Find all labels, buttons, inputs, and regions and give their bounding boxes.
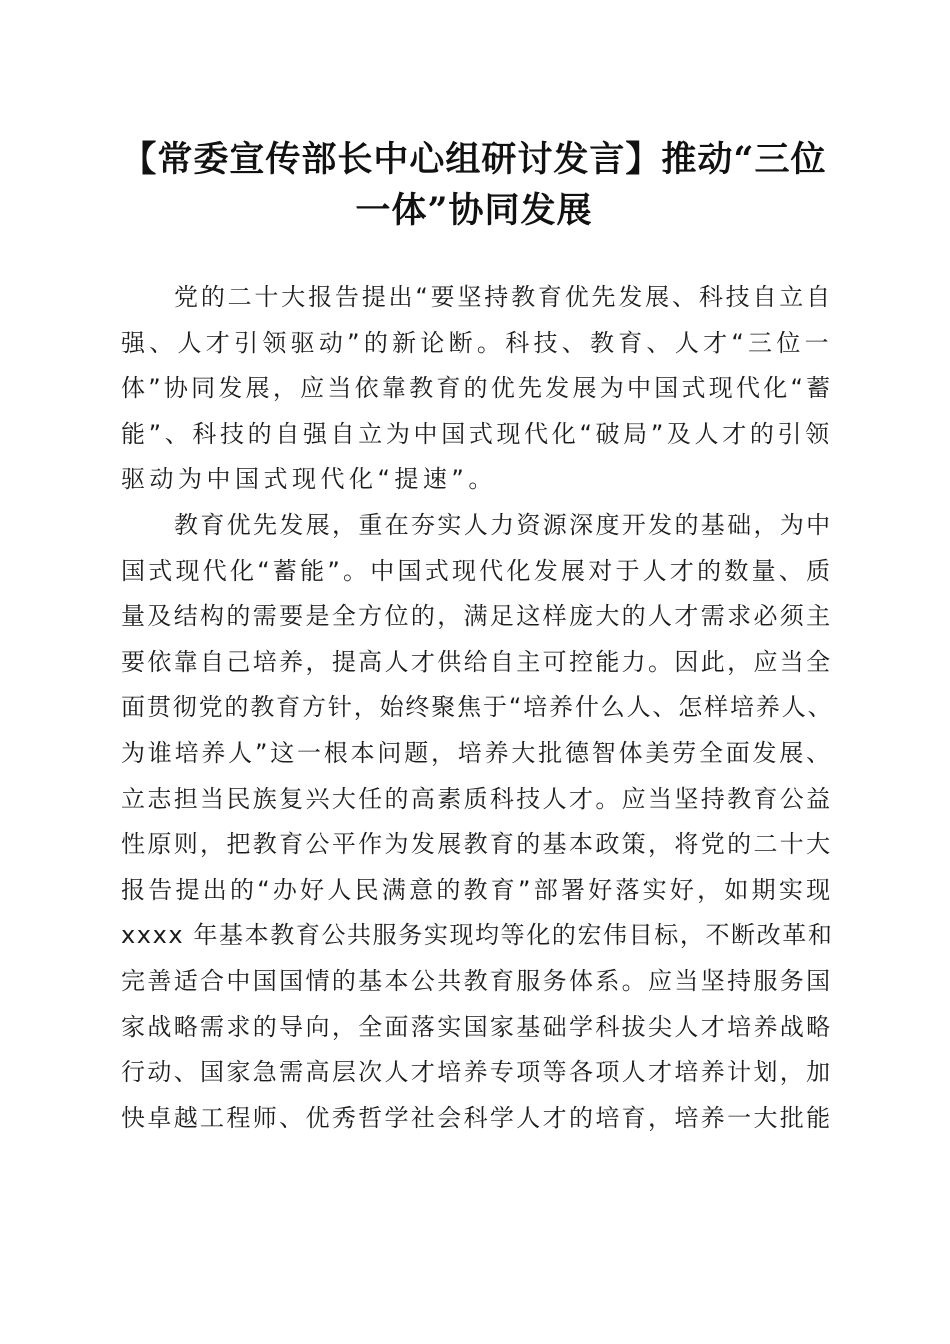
text-line: 体”协同发展，应当依靠教育的优先发展为中国式现代化“蓄	[121, 374, 834, 403]
text-line: 党的二十大报告提出“要坚持教育优先发展、科技自立自	[174, 283, 833, 311]
text-line: 量及结构的需要是全方位的，满足这样庞大的人才需求必须主	[121, 602, 833, 631]
document-body	[121, 275, 834, 1141]
text-line: 立志担当民族复兴大任的高素质科技人才。应当坚持教育公益	[121, 784, 833, 813]
title-line: 【常委宣传部长中心组研讨发言】推动“三位	[121, 139, 827, 180]
text-line: 行动、国家急需高层次人才培养专项等各项人才培养计划，加	[121, 1058, 833, 1087]
document-title	[118, 134, 830, 236]
text-line: 为谁培养人”这一根本问题，培养大批德智体美劳全面发展、	[121, 738, 833, 767]
text-line: 能”、科技的自强自立为中国式现代化“破局”及人才的引领	[121, 419, 833, 448]
text-line: 家战略需求的导向，全面落实国家基础学科拔尖人才培养战略	[121, 1012, 833, 1041]
text-line: 国式现代化“蓄能”。中国式现代化发展对于人才的数量、质	[121, 556, 834, 585]
text-line: 驱动为中国式现代化“提速”。	[121, 465, 497, 494]
text-line: 快卓越工程师、优秀哲学社会科学人才的培育，培养一大批能	[121, 1103, 833, 1132]
text-line: 面贯彻党的教育方针，始终聚焦于“培养什么人、怎样培养人、	[121, 693, 834, 722]
paragraph-2	[121, 503, 834, 1141]
text-line: xxxx 年基本教育公共服务实现均等化的宏伟目标，不断改革和	[121, 921, 834, 950]
title-line: 一体”协同发展	[355, 190, 593, 231]
text-line: 强、人才引领驱动”的新论断。科技、教育、人才“三位一	[121, 328, 833, 357]
text-line: 性原则，把教育公平作为发展教育的基本政策，将党的二十大	[121, 830, 833, 859]
text-line: 教育优先发展，重在夯实人力资源深度开发的基础，为中	[174, 510, 833, 539]
paragraph-1	[121, 275, 834, 503]
text-line: 完善适合中国国情的基本公共教育服务体系。应当坚持服务国	[121, 966, 833, 995]
text-line: 要依靠自己培养，提高人才供给自主可控能力。因此，应当全	[121, 647, 833, 676]
text-line: 报告提出的“办好人民满意的教育”部署好落实好，如期实现	[121, 875, 834, 904]
